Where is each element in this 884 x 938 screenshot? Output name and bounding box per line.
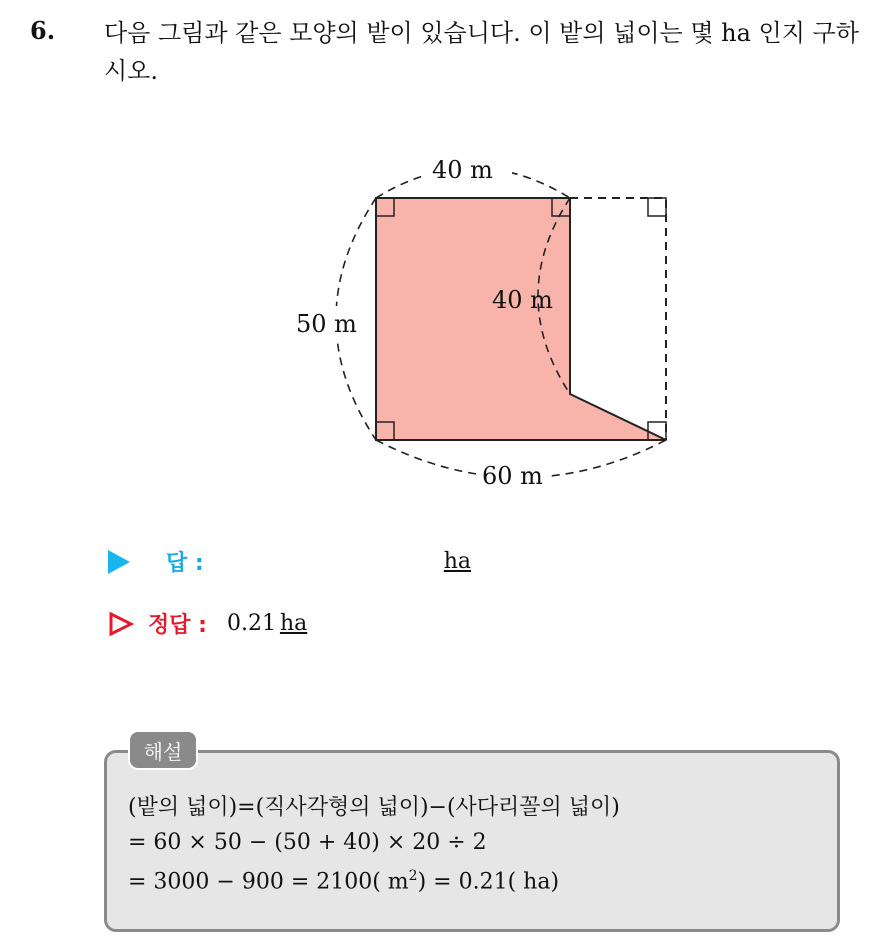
label-bottom-width: 60 m <box>482 462 543 490</box>
explanation-tag: 해설 <box>128 730 198 770</box>
explanation-line-2: = 60 × 50 − (50 + 40) × 20 ÷ 2 <box>128 830 487 855</box>
explanation-line-3: = 3000 − 900 = 2100( $m^2) = 0.21$( ha) <box>128 868 560 895</box>
answer-row <box>108 546 471 577</box>
outline-triangle-icon <box>108 611 134 637</box>
explanation-line-1: (밭의 넓이)=(직사각형의 넓이)−(사다리꼴의 넓이) <box>128 795 620 820</box>
label-inner-height: 40 m <box>492 286 553 314</box>
label-left-height: 50 m <box>296 310 357 338</box>
right-angle-mark <box>648 198 666 216</box>
question-text: 다음 그림과 같은 모양의 밭이 있습니다. 이 밭의 넓이는 몇 ha 인지 구하시오. <box>104 19 859 85</box>
label-top-width: 40 m <box>432 156 493 184</box>
answer-unit: ha <box>443 549 472 574</box>
field-shape <box>376 198 666 440</box>
question-number: 6. <box>30 16 56 45</box>
correct-answer-value: 0.21 <box>226 611 276 636</box>
play-triangle-icon <box>108 550 130 574</box>
correct-answer-unit: ha <box>279 611 308 636</box>
correct-answer-row <box>108 608 307 639</box>
answer-label: 답 : <box>166 551 204 576</box>
correct-answer-label: 정답 : <box>148 613 207 638</box>
